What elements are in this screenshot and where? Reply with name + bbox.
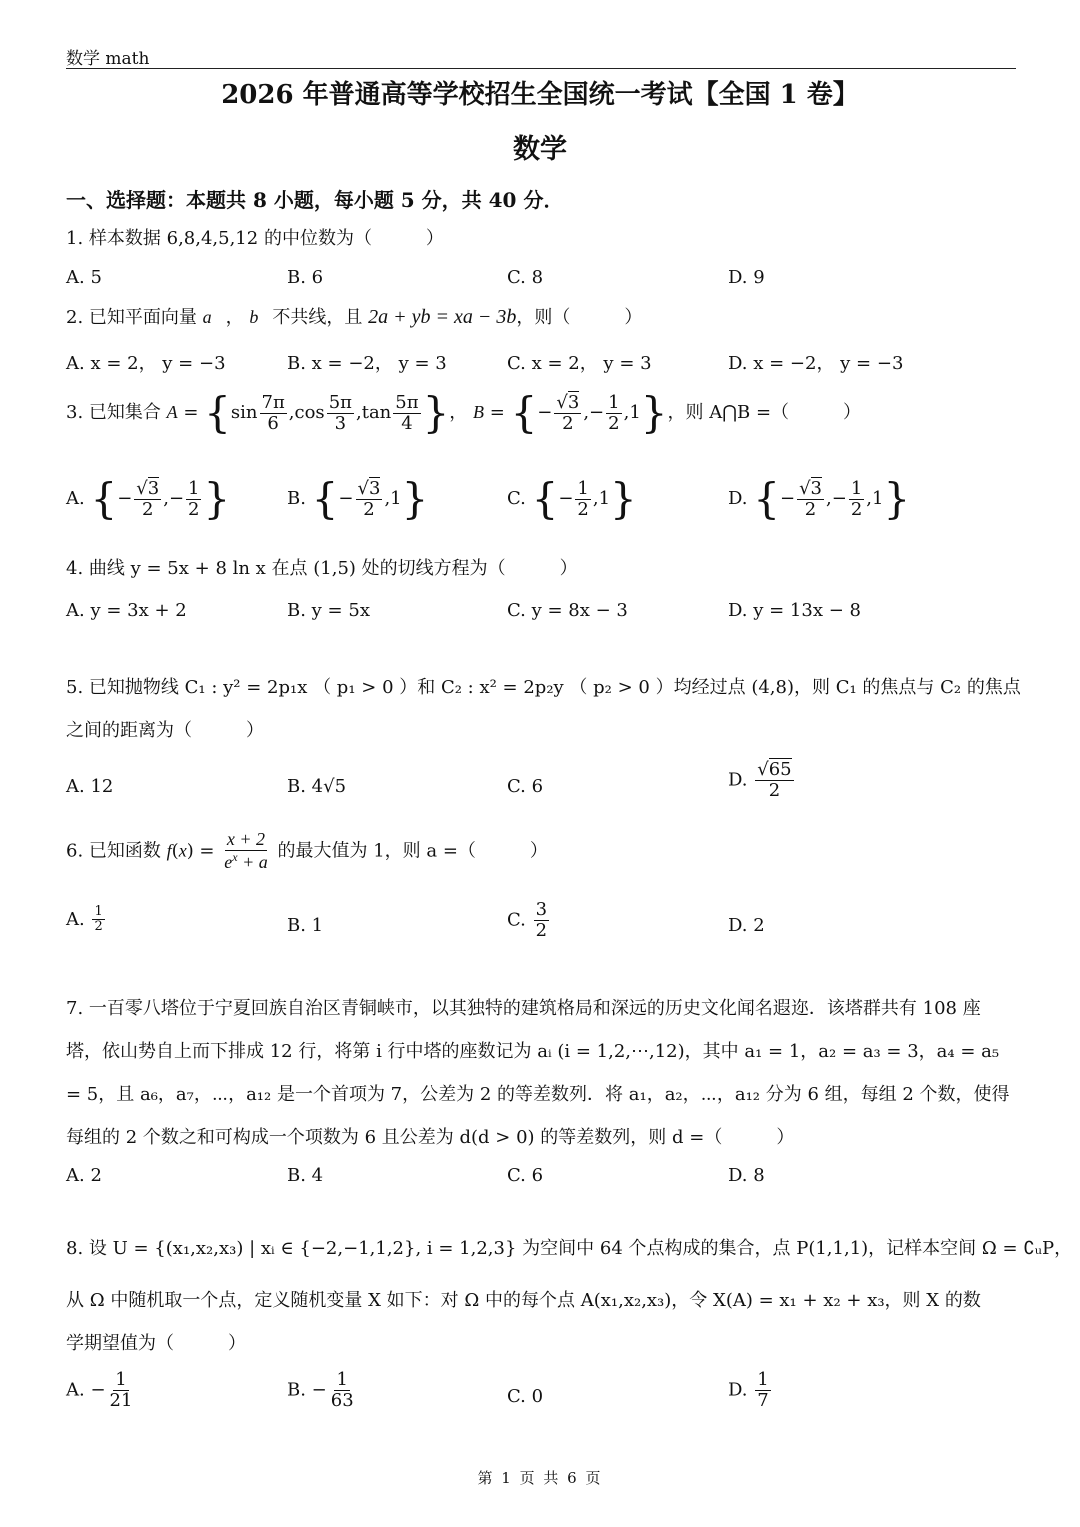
q3-option-c: C. {− $\frac{1}{2}$ ,1} <box>507 474 637 523</box>
question-7: 7. 一百零八塔位于宁夏回族自治区青铜峡市，以其独特的建筑格局和深远的历史文化闻名遐迩．该塔群共有 108 座塔，依山势自上而下排成 12 行，将第 i 行中塔的座数记为 aᵢ (i = 1,2,⋯,12)，其中 a₁ = 1，a₂ = a₃ = 3，a₄ = a₅ = 5，且 a₆，a₇，⋯，a₁₂ 是一个首项为 7，公差为 2 的等差数列．将 a₁，a₂，⋯，a₁₂ 分为 6 组，每组 2 个数，使得每组的 2 个数之和可构成一个项数为 6 且公差为 d(d > 0) 的等差数列，则 d =（ ） <box>66 998 1010 1148</box>
question-4: 4. 曲线 y = 5x + 8 ln x 在点 (1,5) 处的切线方程为（ ） <box>66 558 578 579</box>
q5-option-d: D. $\frac{√65}{2}$ <box>728 759 792 801</box>
q2-option-c: C. x = 2， y = 3 <box>507 353 652 374</box>
q7-option-b: B. 4 <box>287 1165 324 1186</box>
question-8-line-2: 从 Ω 中随机取一个点，定义随机变量 X 如下：对 Ω 中的每个点 A(x₁,x₂,x₃)，令 X(A) = x₁ + x₂ + x₃，则 X 的数 <box>66 1290 981 1311</box>
question-8-line-3: 学期望值为（ ） <box>66 1333 246 1354</box>
q1-option-b: B. 6 <box>287 267 324 288</box>
q8-option-c: C. 0 <box>507 1386 544 1407</box>
question-5-line-2: 之间的距离为（ ） <box>66 720 264 741</box>
q2-option-b: B. x = −2， y = 3 <box>287 353 447 374</box>
q4-option-b: B. y = 5x <box>287 600 370 621</box>
question-5-line-1: 5. 已知抛物线 C₁ : y² = 2p₁x （ p₁ > 0 ）和 C₂ : x² = 2p₂y （ p₂ > 0 ）均经过点 (4,8)，则 C₁ 的焦点与 C₂ 的焦点 <box>66 677 1021 698</box>
question-8-line-1: 8. 设 U = {(x₁,x₂,x₃) | xᵢ ∈ {−2,−1,1,2}, i = 1,2,3} 为空间中 64 个点构成的集合，点 P(1,1,1)，记样本空间 Ω = ∁ᵤP， <box>66 1238 1073 1259</box>
question-2: 2. 已知平面向量 a⃗， b⃗不共线，且 2a + yb = xa − 3b，则（ ） <box>66 306 643 328</box>
q3-option-d: D. {− $\frac{√3}{2}$ ,− $\frac{1}{2}$ ,1} <box>728 474 911 523</box>
q8-option-b: B. − $\frac{1}{63}$ <box>287 1369 354 1411</box>
running-header: 数学 math <box>66 49 150 69</box>
header-rule <box>66 68 1016 69</box>
q1-option-a: A. 5 <box>66 267 102 288</box>
q7-option-a: A. 2 <box>66 1165 102 1186</box>
q6-option-c: C. $\frac{3}{2}$ <box>507 899 548 941</box>
q8-option-a: A. − $\frac{1}{21}$ <box>66 1369 133 1411</box>
page-footer: 第 1 页 共 6 页 <box>477 1469 603 1487</box>
exam-subject: 数学 <box>513 134 567 165</box>
q3-option-b: B. {− $\frac{√3}{2}$ ,1} <box>287 474 429 523</box>
q6-option-d: D. 2 <box>728 915 765 936</box>
q8-option-d: D. $\frac{1}{7}$ <box>728 1369 769 1411</box>
q6-option-b: B. 1 <box>287 915 324 936</box>
q3-option-a: A. {− $\frac{√3}{2}$ ,− $\frac{1}{2}$ } <box>66 474 231 523</box>
exam-title: 2026 年普通高等学校招生全国统一考试【全国 1 卷】 <box>221 80 859 110</box>
q5-option-a: A. 12 <box>66 776 114 797</box>
section-heading: 一、选择题：本题共 8 小题，每小题 5 分，共 40 分． <box>66 188 564 212</box>
q4-option-c: C. y = 8x − 3 <box>507 600 628 621</box>
q5-option-c: C. 6 <box>507 776 544 797</box>
q1-option-c: C. 8 <box>507 267 544 288</box>
q4-option-a: A. y = 3x + 2 <box>66 600 187 621</box>
q2-option-a: A. x = 2， y = −3 <box>66 353 226 374</box>
q7-option-c: C. 6 <box>507 1165 544 1186</box>
question-6: 6. 已知函数 f(x) = $\frac{x + 2}{e^x + a}$ 的最大值为 1，则 a =（ ） <box>66 829 548 872</box>
question-3: 3. 已知集合 A = {sin $\frac{7\pi}{6}$ ,cos $\frac{5\pi}{3}$ ,tan $\frac{5\pi}{4}$ }， B = {− $\frac{√3}{2}$ ,− $\frac{1}{2}$ ,1}，则 A⋂B =（ ） <box>66 388 862 437</box>
q5-option-b: B. 4√5 <box>287 776 347 797</box>
q6-option-a: A. $\frac{1}{2}$ <box>66 904 103 935</box>
q7-option-d: D. 8 <box>728 1165 765 1186</box>
q1-option-d: D. 9 <box>728 267 765 288</box>
q4-option-d: D. y = 13x − 8 <box>728 600 861 621</box>
q2-option-d: D. x = −2， y = −3 <box>728 353 904 374</box>
question-1: 1. 样本数据 6,8,4,5,12 的中位数为（ ） <box>66 228 444 249</box>
